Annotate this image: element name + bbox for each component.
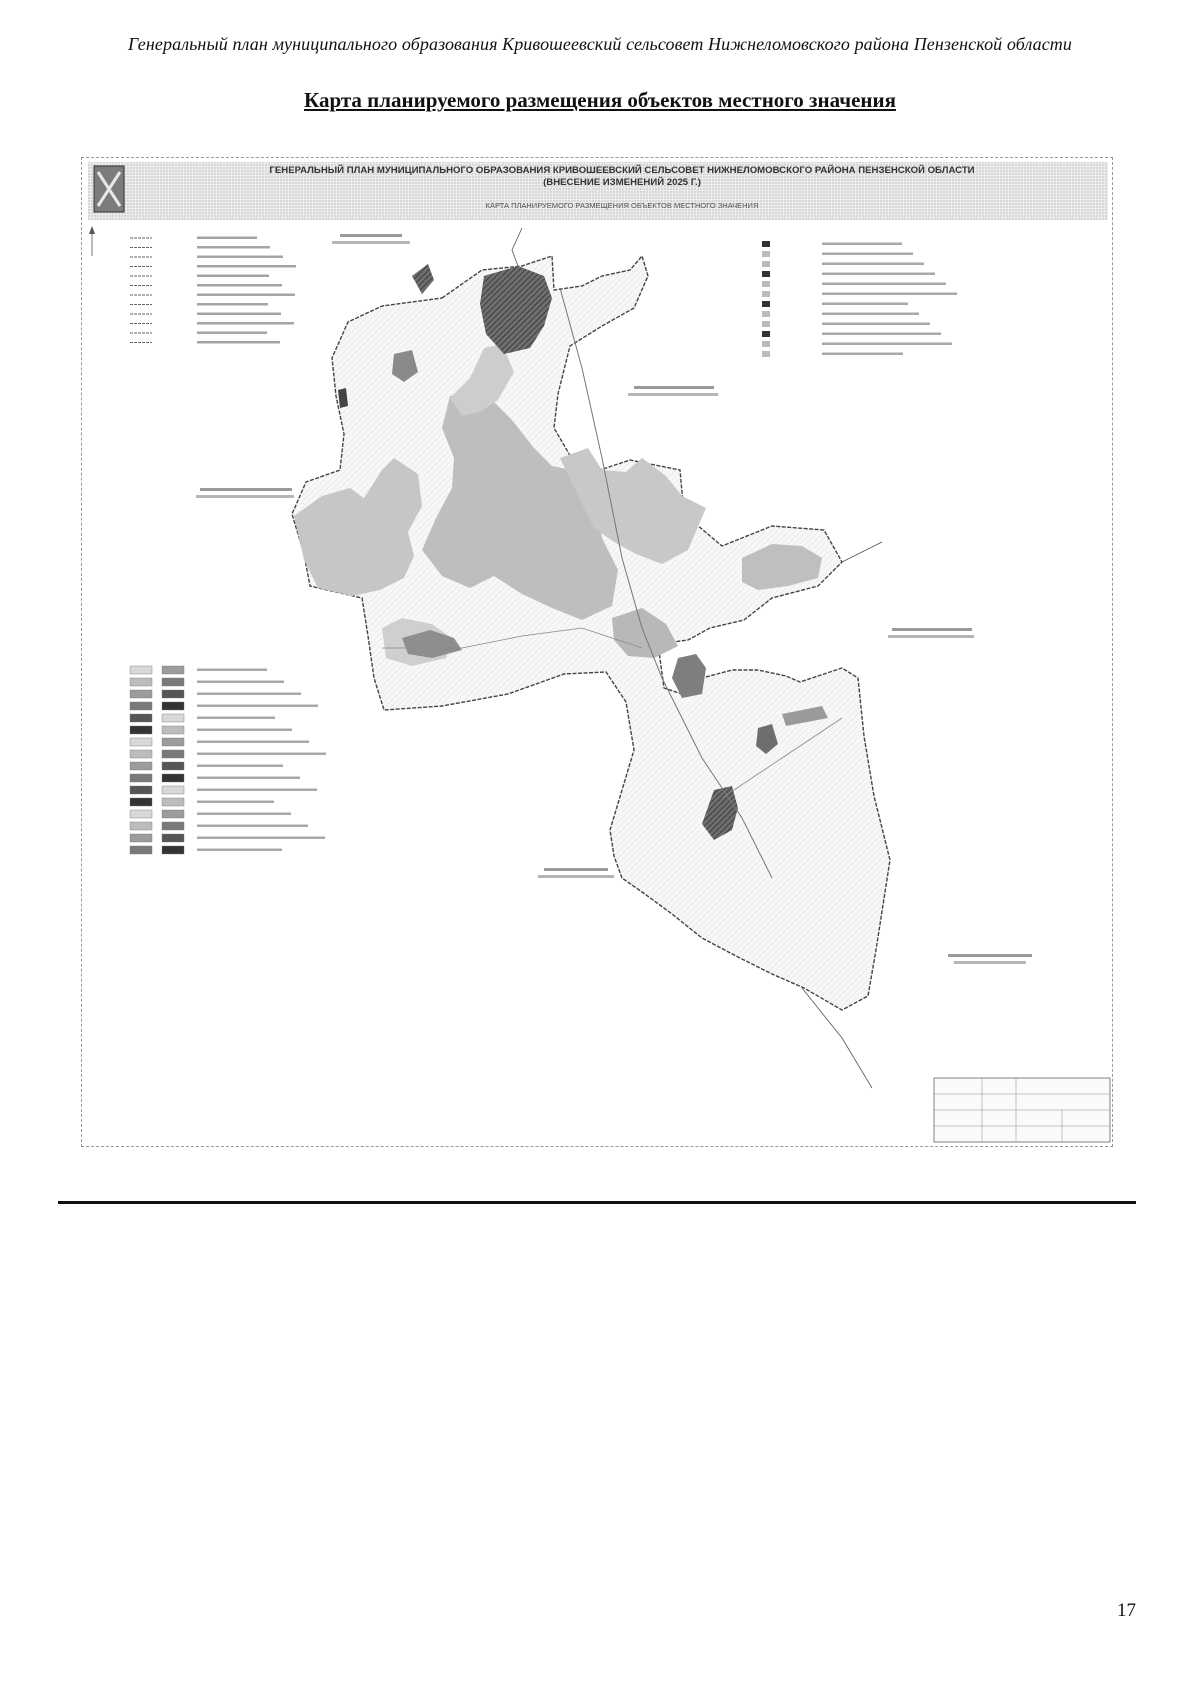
legend-point-symbol	[762, 241, 770, 247]
neighbour-label-north	[332, 234, 410, 244]
legend-boundaries	[130, 237, 296, 344]
neighbour-label-south	[538, 868, 614, 878]
legend-row-text	[197, 801, 274, 804]
page-number: 17	[1117, 1600, 1136, 1621]
legend-row-text	[822, 303, 908, 306]
legend-swatch	[162, 774, 184, 782]
legend-row-text	[197, 765, 283, 768]
legend-swatch	[162, 666, 184, 674]
legend-swatch	[130, 726, 152, 734]
legend-row-text	[197, 753, 326, 756]
map-banner-subtitle: (ВНЕСЕНИЕ ИЗМЕНЕНИЙ 2025 Г.)	[543, 177, 701, 188]
legend-swatch	[162, 726, 184, 734]
legend-point-symbol	[762, 311, 770, 317]
legend-swatch	[130, 678, 152, 686]
map-sheet-title: КАРТА ПЛАНИРУЕМОГО РАЗМЕЩЕНИЯ ОБЪЕКТОВ МЕСТНОГО ЗНАЧЕНИЯ	[485, 201, 759, 210]
legend-swatch	[162, 822, 184, 830]
legend-swatch	[130, 702, 152, 710]
legend-row-text	[197, 849, 282, 852]
legend-objects	[762, 241, 957, 357]
legend-point-symbol	[762, 331, 770, 337]
legend-row-text	[822, 293, 957, 296]
footer-divider	[58, 1201, 1136, 1204]
legend-row-text	[197, 322, 294, 325]
map-canvas	[82, 158, 1114, 1148]
legend-row-text	[197, 313, 281, 316]
title-block-stamp	[934, 1078, 1110, 1142]
legend-row-text	[197, 813, 291, 816]
neighbour-label-far-southeast	[948, 954, 1032, 964]
legend-swatch	[162, 786, 184, 794]
legend-swatch	[130, 738, 152, 746]
legend-swatch	[130, 846, 152, 854]
legend-row-text	[197, 681, 284, 684]
legend-row-text	[822, 343, 952, 346]
legend-row-text	[197, 777, 300, 780]
legend-row-text	[197, 332, 267, 335]
legend-point-symbol	[762, 271, 770, 277]
legend-row-text	[197, 284, 282, 287]
legend-row-text	[197, 669, 267, 672]
legend-swatch	[162, 846, 184, 854]
legend-point-symbol	[762, 281, 770, 287]
neighbour-label-southeast	[888, 628, 974, 638]
legend-row-text	[197, 693, 301, 696]
legend-swatch	[130, 810, 152, 818]
legend-swatch	[130, 762, 152, 770]
territory-boundary	[292, 256, 890, 1010]
legend-swatch	[130, 774, 152, 782]
legend-swatch	[130, 750, 152, 758]
legend-swatch	[162, 810, 184, 818]
legend-row-text	[822, 273, 935, 276]
legend-row-text	[822, 283, 946, 286]
legend-swatch	[162, 702, 184, 710]
legend-row-text	[197, 705, 318, 708]
legend-row-text	[197, 741, 309, 744]
legend-swatch	[130, 834, 152, 842]
legend-swatch	[162, 834, 184, 842]
map-banner-title: ГЕНЕРАЛЬНЫЙ ПЛАН МУНИЦИПАЛЬНОГО ОБРАЗОВАНИЯ КРИВОШЕЕВСКИЙ СЕЛЬСОВЕТ НИЖНЕЛОМОВСКОГО РАЙОНА ПЕНЗЕНСКОЙ ОБЛАСТИ	[269, 165, 975, 176]
legend-point-symbol	[762, 261, 770, 267]
legend-swatch	[130, 666, 152, 674]
legend-row-text	[822, 323, 930, 326]
road-north-spur	[512, 228, 522, 266]
legend-row-text	[197, 256, 283, 259]
legend-row-text	[822, 263, 924, 266]
map-figure	[81, 157, 1113, 1147]
legend-row-text	[197, 717, 275, 720]
legend-point-symbol	[762, 301, 770, 307]
legend-row-text	[197, 789, 317, 792]
settlement-east-center	[672, 654, 706, 698]
legend-row-text	[822, 313, 919, 316]
legend-point-symbol	[762, 341, 770, 347]
legend-row-text	[197, 837, 325, 840]
settlement-northwest-2	[412, 264, 434, 294]
legend-row-text	[822, 333, 941, 336]
legend-row-text	[197, 275, 269, 278]
legend-swatch	[130, 690, 152, 698]
road-east-spur	[842, 542, 882, 562]
legend-swatch	[130, 714, 152, 722]
legend-swatch	[162, 762, 184, 770]
legend-row-text	[197, 237, 257, 240]
legend-swatch	[162, 690, 184, 698]
running-header: Генеральный план муниципального образования Кривошеевский сельсовет Нижнеломовского района Пензенской области	[127, 34, 1073, 54]
section-title: Карта планируемого размещения объектов местного значения	[304, 88, 896, 112]
legend-row-text	[197, 303, 268, 306]
legend-swatch	[162, 714, 184, 722]
north-arrow-icon	[89, 226, 95, 256]
neighbour-label-east	[628, 386, 718, 396]
legend-swatch	[130, 798, 152, 806]
legend-swatch	[162, 738, 184, 746]
legend-swatch	[162, 750, 184, 758]
legend-row-text	[197, 246, 270, 249]
legend-row-text	[197, 294, 295, 297]
legend-zones	[130, 666, 326, 854]
legend-row-text	[822, 243, 902, 246]
legend-row-text	[822, 253, 913, 256]
legend-swatch	[130, 822, 152, 830]
legend-point-symbol	[762, 251, 770, 257]
legend-row-text	[197, 341, 280, 344]
neighbour-label-west	[196, 488, 294, 498]
legend-row-text	[197, 265, 296, 268]
legend-point-symbol	[762, 291, 770, 297]
legend-row-text	[197, 729, 292, 732]
legend-point-symbol	[762, 321, 770, 327]
legend-row-text	[197, 825, 308, 828]
legend-row-text	[822, 353, 903, 356]
legend-swatch	[162, 798, 184, 806]
legend-swatch	[130, 786, 152, 794]
legend-point-symbol	[762, 351, 770, 357]
legend-swatch	[162, 678, 184, 686]
